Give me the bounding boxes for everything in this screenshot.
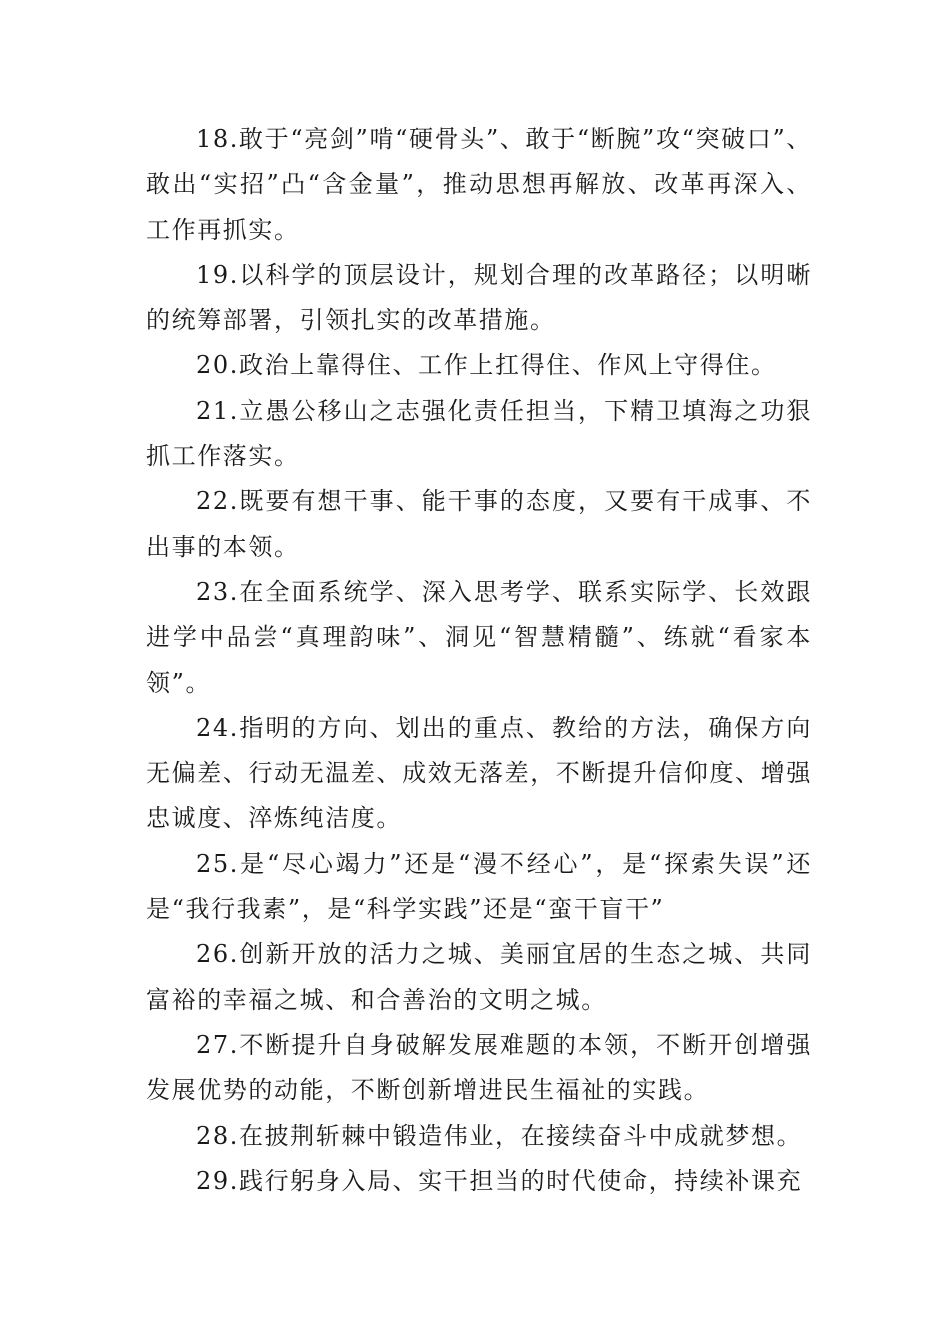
paragraph-21: 21.立愚公移山之志强化责任担当，下精卫填海之功狠抓工作落实。 [146,396,812,471]
paragraph-20: 20.政治上靠得住、工作上扛得住、作风上守得住。 [196,351,777,380]
paragraph-26: 26.创新开放的活力之城、美丽宜居的生态之城、共同富裕的幸福之城、和合善治的文明之城。 [146,940,812,1014]
paragraph-22: 22.既要有想干事、能干事的态度，又要有干成事、不出事的本领。 [146,487,812,561]
paragraph-28: 28.在披荆斩棘中锻造伟业，在接续奋斗中成就梦想。 [196,1121,803,1150]
paragraph-27: 27.不断提升自身破解发展难题的本领，不断开创增强发展优势的动能，不断创新增进民生福祉的实践。 [146,1030,812,1105]
paragraph-25: 25.是“尽心竭力”还是“漫不经心”，是“探索失误”还是“我行我素”，是“科学实践”还是“蛮干盲干” [146,849,812,924]
paragraph-29: 29.践行躬身入局、实干担当的时代使命，持续补课充 [196,1166,803,1195]
paragraph-19: 19.以科学的顶层设计，规划合理的改革路径；以明晰的统筹部署，引领扎实的改革措施。 [146,260,812,335]
document-body [146,117,812,1204]
paragraph-18: 18.敢于“亮剑”啃“硬骨头”、敢于“断腕”攻“突破口”、敢出“实招”凸“含金量”，推动思想再解放、改革再深入、工作再抓实。 [146,125,812,244]
paragraph-23: 23.在全面系统学、深入思考学、联系实际学、长效跟进学中品尝“真理韵味”、洞见“智慧精髓”、练就“看家本领”。 [146,577,812,697]
paragraph-24: 24.指明的方向、划出的重点、教给的方法，确保方向无偏差、行动无温差、成效无落差，不断提升信仰度、增强忠诚度、淬炼纯洁度。 [146,713,812,833]
